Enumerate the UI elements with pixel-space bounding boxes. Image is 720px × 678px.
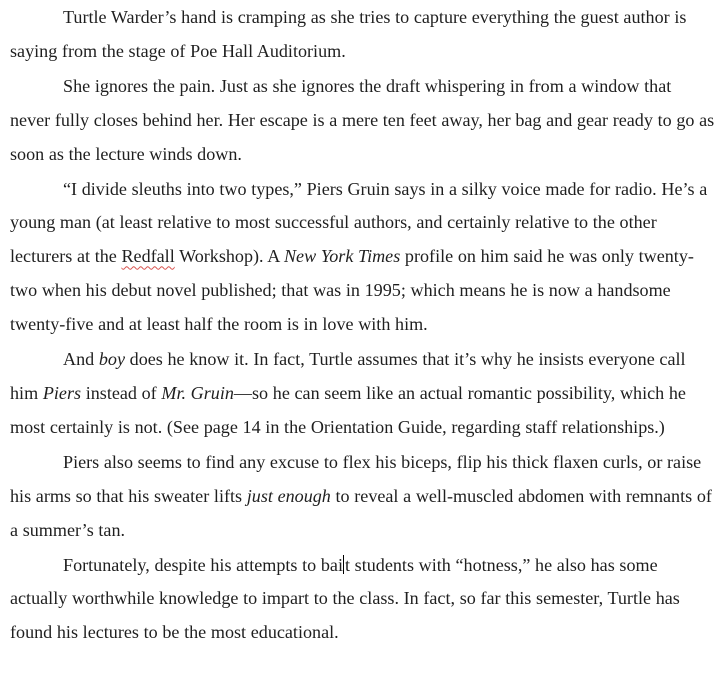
text-run: to reveal a well-muscled abdomen with remnants of a summer’s tan.: [10, 485, 712, 540]
text-run: does he know it. In fact, Turtle assumes that it’s why he insists everyone call him: [10, 349, 686, 403]
paragraph: [10, 342, 716, 445]
paragraph: [10, 0, 716, 69]
paragraph: [10, 548, 716, 651]
text-run: instead of: [81, 382, 162, 403]
text-run: Turtle Warder’s hand is cramping as she tries to capture everything the guest author is saying from the stage of Poe Hall Auditorium.: [10, 7, 687, 61]
text-run: —so he can seem like an actual romantic possibility, which he most certainly is not. (See page 14 in the Orientation Guide, regarding staff relationships.): [10, 382, 686, 437]
text-run: “I divide sleuths into two types,” Piers Gruin says in a silky voice made for radio. He’s a young man (at least relative to most successful authors, and certainly relative to the other lecturers at the: [10, 178, 708, 267]
text-run: Workshop). A: [174, 246, 284, 267]
text-run: t students with “hotness,” he also has some actually worthwhile knowledge to impart to the class. In fact, so far this semester, Turtle has found his lectures to be the most educational.: [10, 554, 680, 643]
italic-text: boy: [98, 349, 125, 370]
text-run: Piers also seems to find any excuse to flex his biceps, flip his thick flaxen curls, or raise his arms so that his sweater lifts: [10, 451, 702, 506]
text-run: profile on him said he was only twenty-two when his debut novel published; that was in 1995; which means he is now a handsome twenty-five and at least half the room is in love with him.: [10, 246, 694, 335]
italic-text: New York Times: [283, 246, 401, 267]
paragraph: [10, 445, 716, 548]
text-run: And: [63, 349, 99, 370]
paragraph: [10, 172, 716, 343]
text-run: Fortunately, despite his attempts to bai: [63, 554, 343, 575]
italic-text: just enough: [246, 485, 331, 506]
document-body[interactable]: [10, 0, 716, 650]
text-run: She ignores the pain. Just as she ignores the draft whispering in from a window that never fully closes behind her. Her escape is a mere ten feet away, her bag and gear ready to go as soon as the lecture winds down.: [10, 75, 715, 164]
spellcheck-flagged-word[interactable]: Redfall: [121, 246, 175, 267]
italic-text: Mr. Gruin: [161, 382, 234, 403]
italic-text: Piers: [42, 382, 82, 403]
paragraph: [10, 69, 716, 172]
